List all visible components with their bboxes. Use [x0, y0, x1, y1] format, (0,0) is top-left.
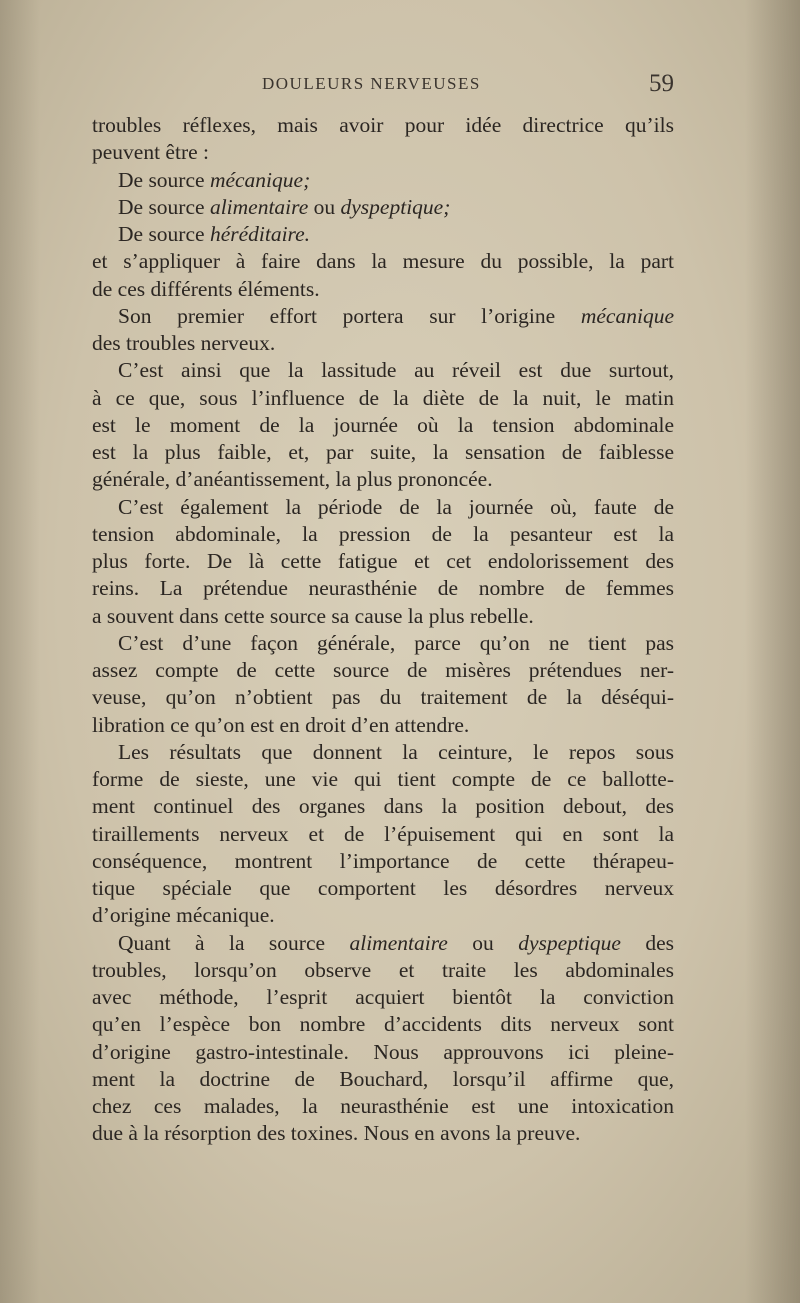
- text-line: [92, 194, 674, 221]
- text-segment: C’est également la période de la journée où, faute de: [118, 494, 674, 519]
- page-number: 59: [649, 70, 674, 97]
- text-line: [92, 521, 674, 548]
- text-segment: ment la doctrine de Bouchard, lorsqu’il affirme que,: [92, 1066, 674, 1091]
- text-segment: libration ce qu’on est en droit d’en attendre.: [92, 712, 470, 737]
- text-line: [92, 712, 674, 739]
- italic-text: dyspeptique: [518, 930, 621, 955]
- text-line: [92, 821, 674, 848]
- text-line: [92, 957, 674, 984]
- text-segment: conséquence, montrent l’importance de cette thérapeu-: [92, 848, 674, 873]
- text-line: [92, 684, 674, 711]
- text-segment: forme de sieste, une vie qui tient compte de ce ballotte-: [92, 767, 674, 791]
- text-segment: d’origine gastro-intestinale. Nous approuvons ici pleine-: [92, 1039, 674, 1064]
- text-segment: a souvent dans cette source sa cause la plus rebelle.: [92, 603, 534, 628]
- text-segment: générale, d’anéantissement, la plus prononcée.: [92, 467, 493, 492]
- text-segment: assez compte de cette source de misères prétendues ner-: [92, 658, 674, 682]
- text-segment: De source: [118, 194, 210, 219]
- text-line: [92, 739, 674, 766]
- text-line: [92, 139, 674, 166]
- italic-text: mécanique;: [209, 167, 311, 192]
- text-line: [92, 1093, 674, 1120]
- text-segment: ment continuel des organes dans la position debout, des: [92, 794, 674, 819]
- text-segment: d’origine mécanique.: [92, 903, 275, 928]
- text-segment: des: [620, 930, 675, 955]
- text-line: [92, 466, 674, 493]
- text-line: [92, 1039, 674, 1066]
- page-header: [92, 72, 674, 104]
- italic-text: alimentaire: [349, 930, 448, 955]
- text-line: [92, 439, 674, 466]
- text-segment: De source: [118, 167, 210, 192]
- text-line: [92, 167, 674, 194]
- text-line: [92, 112, 674, 139]
- text-line: [92, 221, 674, 248]
- text-line: [92, 1120, 674, 1147]
- italic-text: héréditaire.: [209, 222, 311, 246]
- italic-text: mécanique: [580, 303, 674, 328]
- text-line: [92, 357, 674, 384]
- body-text: [92, 112, 674, 1148]
- text-segment: C’est ainsi que la lassitude au réveil est due surtout,: [118, 358, 674, 383]
- text-segment: plus forte. De là cette fatigue et cet endolorissement des: [92, 549, 674, 573]
- text-segment: peuvent être :: [92, 140, 210, 165]
- text-segment: Quant à la source: [118, 930, 350, 955]
- text-segment: tique spéciale que comportent les désordres nerveux: [92, 876, 674, 900]
- text-segment: reins. La prétendue neurasthénie de nombre de femmes: [92, 576, 674, 601]
- text-line: [92, 657, 674, 684]
- text-segment: Son premier effort portera sur l’origine: [118, 303, 581, 328]
- text-segment: est la plus faible, et, par suite, la sensation de faiblesse: [92, 440, 674, 464]
- text-segment: troubles, lorsqu’on observe et traite les abdominales: [92, 957, 674, 982]
- text-line: [92, 548, 674, 575]
- text-segment: troubles réflexes, mais avoir pour idée directrice qu’ils: [92, 113, 674, 137]
- text-segment: est le moment de la journée où la tension abdominale: [92, 412, 674, 437]
- italic-text: dyspeptique;: [340, 194, 451, 219]
- text-segment: à ce que, sous l’influence de la diète de la nuit, le matin: [92, 385, 674, 410]
- text-line: [92, 248, 674, 275]
- text-segment: chez ces malades, la neurasthénie est une intoxication: [92, 1094, 674, 1118]
- text-line: [92, 385, 674, 412]
- text-line: [92, 303, 674, 330]
- text-line: [92, 984, 674, 1011]
- text-line: [92, 902, 674, 929]
- page-shadow-right: [745, 0, 800, 1303]
- text-segment: due à la résorption des toxines. Nous en avons la preuve.: [92, 1121, 581, 1146]
- text-line: [92, 1066, 674, 1093]
- text-segment: Les résultats que donnent la ceinture, le repos sous: [118, 739, 674, 764]
- text-line: [92, 930, 674, 957]
- text-segment: De source: [118, 222, 210, 246]
- page-shadow-left: [0, 0, 40, 1303]
- text-segment: ou: [447, 930, 519, 955]
- text-segment: et s’appliquer à faire dans la mesure du possible, la part: [92, 249, 674, 274]
- running-head: DOULEURS NERVEUSES: [262, 74, 481, 93]
- text-line: [92, 494, 674, 521]
- text-line: [92, 848, 674, 875]
- text-line: [92, 766, 674, 793]
- text-line: [92, 603, 674, 630]
- text-segment: qu’en l’espèce bon nombre d’accidents dits nerveux sont: [92, 1012, 674, 1037]
- text-segment: veuse, qu’on n’obtient pas du traitement de la déséqui-: [92, 685, 674, 710]
- text-segment: C’est d’une façon générale, parce qu’on ne tient pas: [118, 630, 674, 655]
- text-line: [92, 630, 674, 657]
- text-segment: des troubles nerveux.: [92, 331, 276, 355]
- text-line: [92, 276, 674, 303]
- text-segment: ou: [308, 194, 341, 219]
- text-segment: tension abdominale, la pression de la pesanteur est la: [92, 521, 674, 546]
- text-line: [92, 793, 674, 820]
- italic-text: alimentaire: [209, 194, 309, 219]
- text-line: [92, 575, 674, 602]
- text-segment: tiraillements nerveux et de l’épuisement qui en sont la: [92, 821, 674, 846]
- text-line: [92, 875, 674, 902]
- text-segment: de ces différents éléments.: [92, 276, 320, 301]
- text-line: [92, 412, 674, 439]
- text-line: [92, 1011, 674, 1038]
- text-segment: avec méthode, l’esprit acquiert bientôt la conviction: [92, 985, 674, 1009]
- text-line: [92, 330, 674, 357]
